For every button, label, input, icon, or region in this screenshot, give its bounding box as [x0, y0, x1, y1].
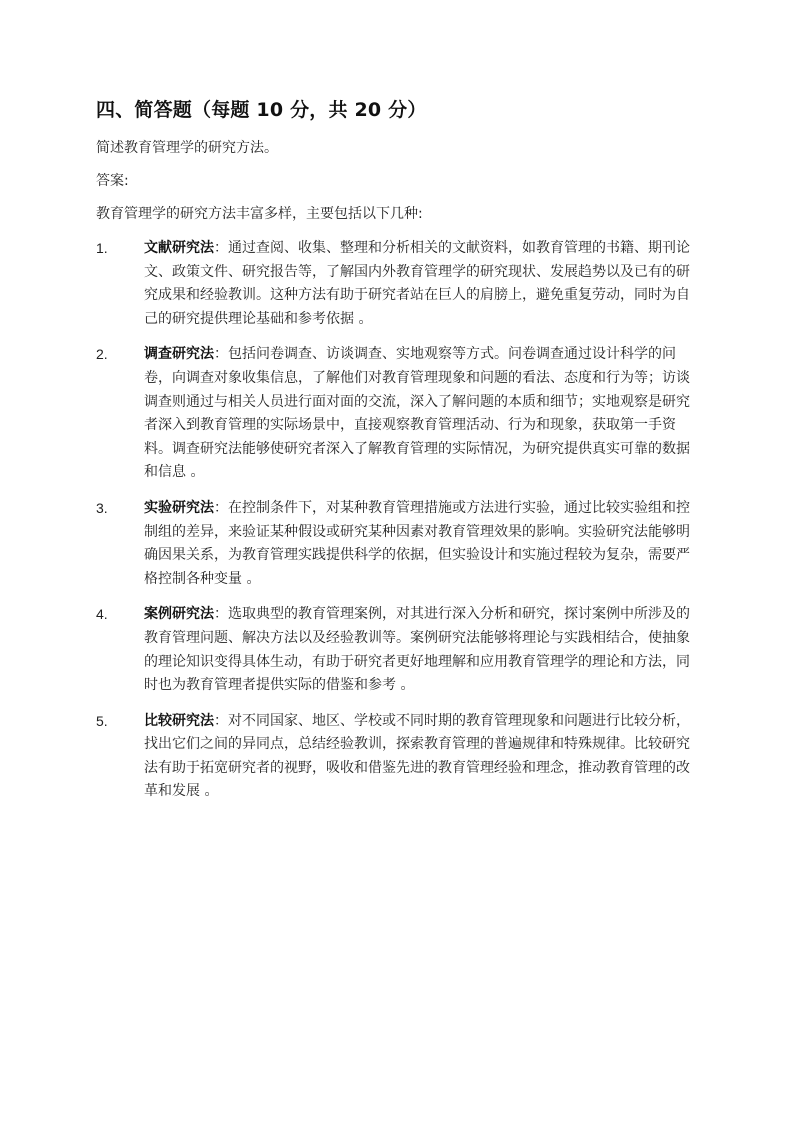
- list-item-number: 1.: [96, 240, 108, 256]
- method-term: 案例研究法: [144, 606, 214, 623]
- list-item-number: 5.: [96, 712, 108, 729]
- method-description: ：在控制条件下，对某种教育管理措施或方法进行实验，通过比较实验组和控制组的差异，来验证某种假设或研究某种因素对教育管理效果的影响。实验研究法能够明确因果关系，为教育管理实践提供科学的依据，但实验设计和实施过程较为复杂，需要严格控制各种变量 。: [144, 499, 690, 587]
- list-item-experiment-method: [96, 497, 702, 591]
- list-item-literature-method: [96, 237, 702, 331]
- question-text: 简述教育管理学的研究方法。: [96, 140, 278, 156]
- list-item-comparative-method: [96, 710, 702, 804]
- list-item-number: 3.: [96, 499, 108, 516]
- document-content: [96, 96, 702, 816]
- method-term: 调查研究法: [144, 346, 214, 363]
- answer-intro: 教育管理学的研究方法丰富多样，主要包括以下几种:: [96, 206, 423, 222]
- method-term: 比较研究法: [144, 712, 214, 729]
- method-term: 文献研究法: [144, 240, 214, 256]
- methods-list: [96, 237, 702, 804]
- section-title: 四、简答题（每题 10 分，共 20 分）: [96, 99, 427, 121]
- method-description: ：通过查阅、收集、整理和分析相关的文献资料，如教育管理的书籍、期刊论文、政策文件、研究报告等，了解国内外教育管理学的研究现状、发展趋势以及已有的研究成果和经验教训。这种方法有助于研究者站在巨人的肩膀上，避免重复劳动，同时为自己的研究提供理论基础和参考依据 。: [144, 240, 690, 327]
- method-description: ：对不同国家、地区、学校或不同时期的教育管理现象和问题进行比较分析，找出它们之间的异同点，总结经验教训，探索教育管理的普遍规律和特殊规律。比较研究法有助于拓宽研究者的视野，吸收和借鉴先进的教育管理经验和理念，推动教育管理的改革和发展 。: [144, 712, 690, 800]
- answer-label: 答案:: [96, 173, 129, 189]
- list-item-number: 2.: [96, 346, 108, 363]
- list-item-case-method: [96, 603, 702, 697]
- list-item-number: 4.: [96, 606, 108, 623]
- method-term: 实验研究法: [144, 499, 214, 516]
- method-description: ：选取典型的教育管理案例，对其进行深入分析和研究，探讨案例中所涉及的教育管理问题、解决方法以及经验教训等。案例研究法能够将理论与实践相结合，使抽象的理论知识变得具体生动，有助于研究者更好地理解和应用教育管理学的理论和方法，同时也为教育管理者提供实际的借鉴和参考 。: [144, 606, 690, 694]
- list-item-survey-method: [96, 343, 702, 485]
- method-description: ：包括问卷调查、访谈调查、实地观察等方式。问卷调查通过设计科学的问卷，向调查对象收集信息，了解他们对教育管理现象和问题的看法、态度和行为等；访谈调查则通过与相关人员进行面对面的交流，深入了解问题的本质和细节；实地观察是研究者深入到教育管理的实际场景中，直接观察教育管理活动、行为和现象，获取第一手资料。调查研究法能够使研究者深入了解教育管理的实际情况，为研究提供真实可靠的数据和信息 。: [144, 346, 690, 481]
